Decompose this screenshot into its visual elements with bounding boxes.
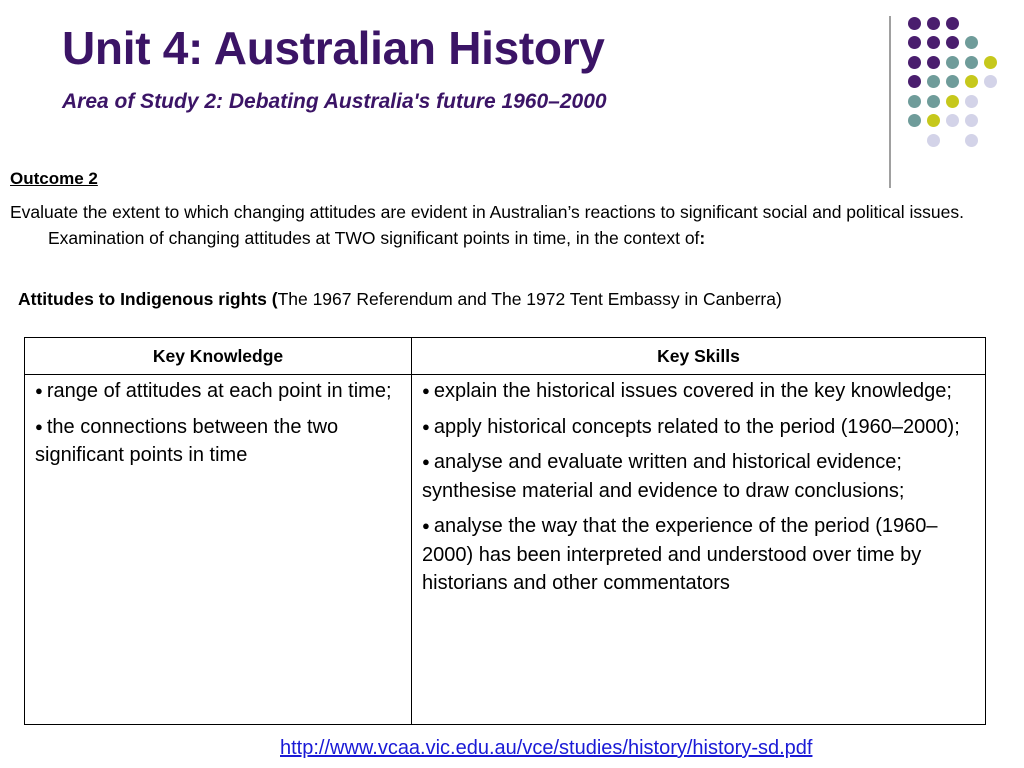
decorative-dot (965, 134, 978, 147)
list-item-text: range of attitudes at each point in time; (46, 380, 392, 402)
decorative-dot (946, 75, 959, 88)
bullet-icon: ● (35, 383, 43, 398)
bullet-icon: ● (422, 454, 430, 469)
title-divider-line (889, 16, 891, 188)
bullet-icon: ● (422, 418, 430, 434)
context-bold: Attitudes to Indigenous rights ( (18, 289, 278, 309)
key-knowledge-skills-table (24, 337, 986, 725)
slide-title: Unit 4: Australian History (62, 22, 605, 74)
list-item (35, 377, 401, 406)
list-item-text: analyse the way that the experience of the period (1960–2000) has been interpreted and understood over time by historians and other commentators (422, 515, 938, 594)
decorative-dot (927, 75, 940, 88)
decorative-dot (984, 56, 997, 69)
table-body-row (25, 375, 986, 725)
decorative-dot (927, 17, 940, 30)
list-item-text: analyse and evaluate written and historical evidence; synthesise material and evidence to draw conclusions; (422, 451, 905, 502)
decorative-dot (984, 75, 997, 88)
decorative-dot (908, 75, 921, 88)
decorative-dot (965, 56, 978, 69)
decorative-dot (965, 114, 978, 127)
decorative-dot (908, 56, 921, 69)
decorative-dot (927, 134, 940, 147)
key-skills-cell (412, 375, 986, 725)
outcome-text-body: Evaluate the extent to which changing attitudes are evident in Australian’s reactions to significant social and political issues. Examination of changing attitudes at TWO significant points in time, in the context of (10, 202, 964, 248)
list-item-text: apply historical concepts related to the period (1960–2000); (433, 415, 960, 438)
list-item-text: the connections between the two significant points in time (35, 415, 339, 466)
decorative-dot (946, 36, 959, 49)
list-item (422, 377, 975, 406)
decorative-dot (927, 56, 940, 69)
key-knowledge-cell (25, 375, 412, 725)
decorative-dot (946, 114, 959, 127)
bullet-icon: ● (35, 418, 43, 434)
bullet-icon: ● (422, 383, 430, 398)
decorative-dot (946, 56, 959, 69)
list-item (422, 448, 975, 505)
decorative-dot (908, 36, 921, 49)
header-key-knowledge: Key Knowledge (25, 338, 412, 375)
source-link[interactable]: http://www.vcaa.vic.edu.au/vce/studies/history/history-sd.pdf (280, 737, 813, 759)
decorative-dot (927, 95, 940, 108)
context-line (18, 287, 782, 311)
outcome-text (10, 199, 1005, 251)
decorative-dot (927, 114, 940, 127)
slide-subtitle: Area of Study 2: Debating Australia's future 1960–2000 (62, 90, 607, 113)
decorative-dot (946, 17, 959, 30)
decorative-dot (946, 95, 959, 108)
outcome-text-colon: : (699, 228, 706, 248)
list-item (422, 512, 975, 598)
context-rest: The 1967 Referendum and The 1972 Tent Embassy in Canberra) (277, 289, 782, 309)
decorative-dot (908, 114, 921, 127)
list-item (422, 413, 975, 442)
bullet-icon: ● (422, 518, 430, 533)
decorative-dot (908, 17, 921, 30)
table-header-row (25, 338, 986, 375)
decorative-dot (927, 36, 940, 49)
list-item-text: explain the historical issues covered in the key knowledge; (433, 380, 952, 402)
decorative-dot (965, 95, 978, 108)
decorative-dot (965, 75, 978, 88)
header-key-skills: Key Skills (412, 338, 986, 375)
outcome-heading: Outcome 2 (10, 169, 98, 188)
list-item (35, 413, 401, 470)
decorative-dot (908, 95, 921, 108)
decorative-dot (965, 36, 978, 49)
